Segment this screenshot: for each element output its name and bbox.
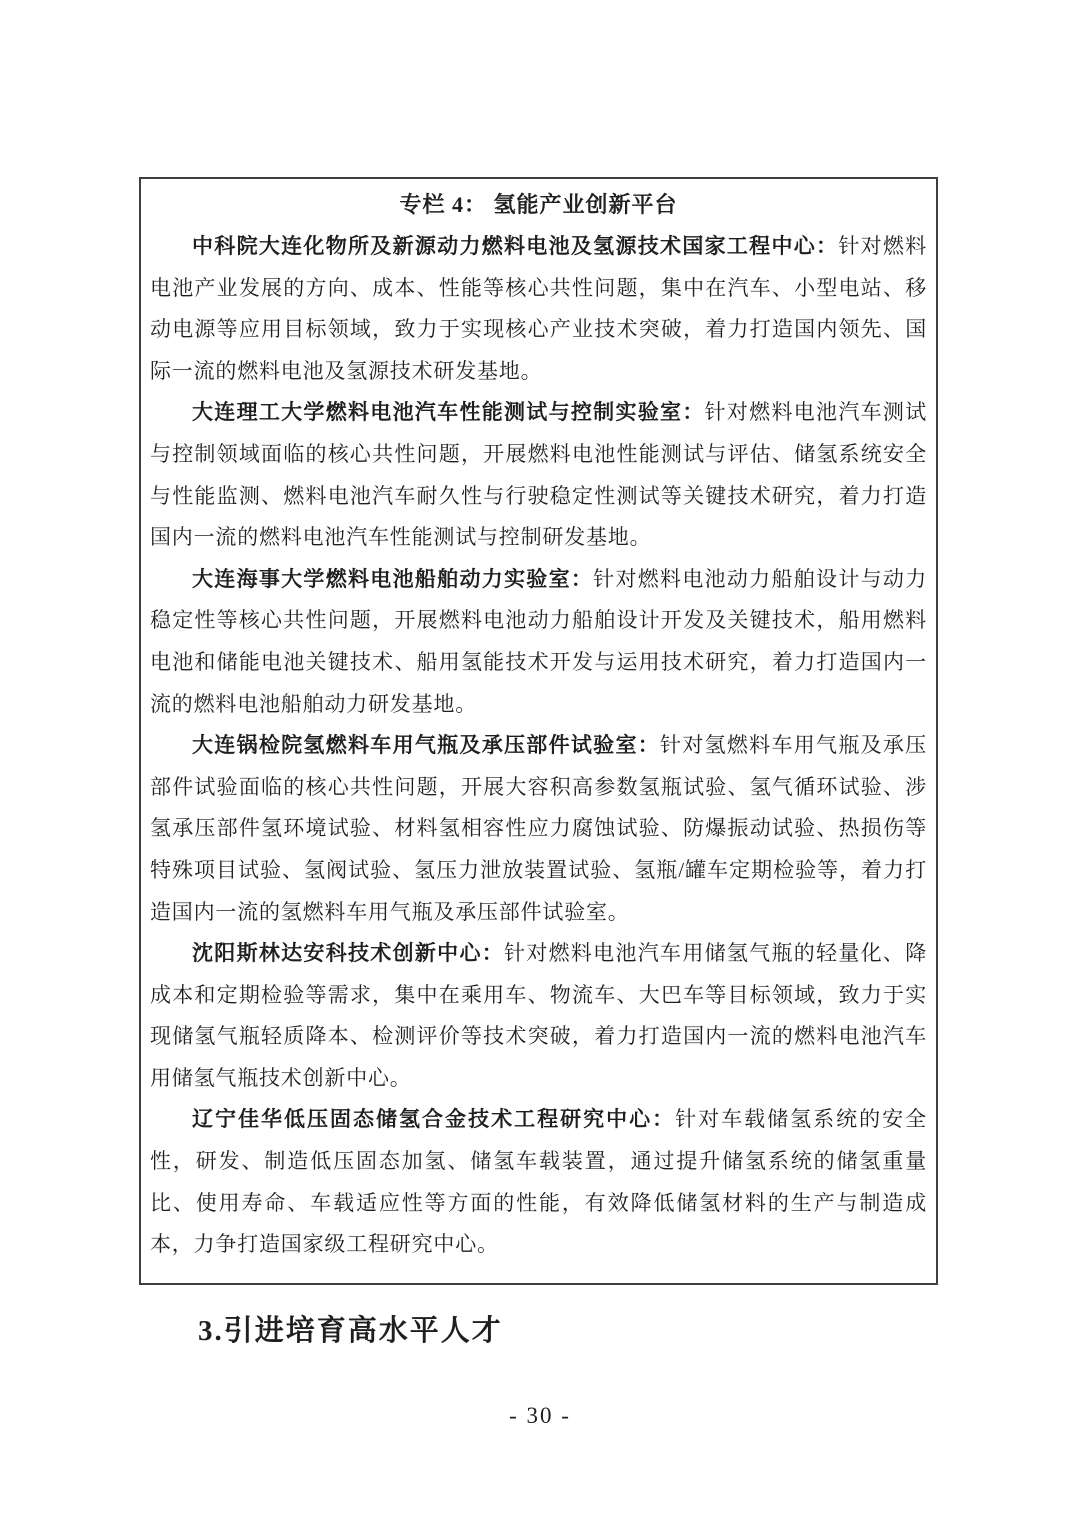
institution-name: 中科院大连化物所及新源动力燃料电池及氢源技术国家工程中心：: [192, 234, 839, 258]
paragraph-body: 针对车载储氢系统的安全性，研发、制造低压固态加氢、储氢车载装置，通过提升储氢系统的储氢重量比、使用寿命、车载适应性等方面的性能，有效降低储氢材料的生产与制造成本，力争打造国家级工程研究中心。: [150, 1107, 927, 1257]
institution-name: 大连理工大学燃料电池汽车性能测试与控制实验室：: [192, 400, 705, 425]
paragraph-shenyang-center: [150, 933, 927, 1099]
paragraph-dlut-lab: [150, 392, 927, 558]
paragraph-body: 针对燃料电池动力船舶设计与动力稳定性等核心共性问题，开展燃料电池动力船舶设计开发及关键技术，船用燃料电池和储能电池关键技术、船用氢能技术开发与运用技术研究，着力打造国内一流的燃料电池船舶动力研发基地。: [150, 566, 927, 716]
paragraph-body: 针对氢燃料车用气瓶及承压部件试验面临的核心共性问题，开展大容积高参数氢瓶试验、氢气循环试验、涉氢承压部件氢环境试验、材料氢相容性应力腐蚀试验、防爆振动试验、热损伤等特殊项目试验、氢阀试验、氢压力泄放装置试验、氢瓶/罐车定期检验等，着力打造国内一流的氢燃料车用气瓶及承压部件试验室。: [150, 733, 927, 924]
section-heading: 3.引进培育高水平人才: [198, 1315, 503, 1347]
paragraph-body: 针对燃料电池汽车用储氢气瓶的轻量化、降成本和定期检验等需求，集中在乘用车、物流车、大巴车等目标领域，致力于实现储氢气瓶轻质降本、检测评价等技术突破，着力打造国内一流的燃料电池汽车用储氢气瓶技术创新中心。: [150, 941, 928, 1090]
institution-name: 辽宁佳华低压固态储氢合金技术工程研究中心：: [192, 1107, 676, 1132]
column4-panel: [139, 177, 938, 1285]
paragraph-liaoning-center: [150, 1099, 927, 1265]
panel-title: 专栏 4： 氢能产业创新平台: [399, 192, 678, 217]
institution-name: 大连海事大学燃料电池船舶动力实验室：: [192, 566, 594, 591]
paragraph-boiler-inspection-lab: [150, 725, 927, 933]
institution-name: 沈阳斯林达安科技术创新中心：: [192, 941, 505, 966]
paragraph-dmu-lab: [150, 559, 927, 725]
institution-name: 大连锅检院氢燃料车用气瓶及承压部件试验室：: [192, 733, 661, 758]
paragraph-body: 针对燃料电池汽车测试与控制领域面临的核心共性问题，开展燃料电池性能测试与评估、储氢系统安全与性能监测、燃料电池汽车耐久性与行驶稳定性测试等关键技术研究，着力打造国内一流的燃料电池汽车性能测试与控制研发基地。: [150, 400, 927, 550]
paragraph-body: 针对燃料电池产业发展的方向、成本、性能等核心共性问题，集中在汽车、小型电站、移动电源等应用目标领域，致力于实现核心产业技术突破，着力打造国内领先、国际一流的燃料电池及氢源技术研发基地。: [150, 234, 928, 383]
page-number: - 30 -: [509, 1403, 571, 1428]
paragraph-national-engineering-center: [150, 226, 927, 392]
